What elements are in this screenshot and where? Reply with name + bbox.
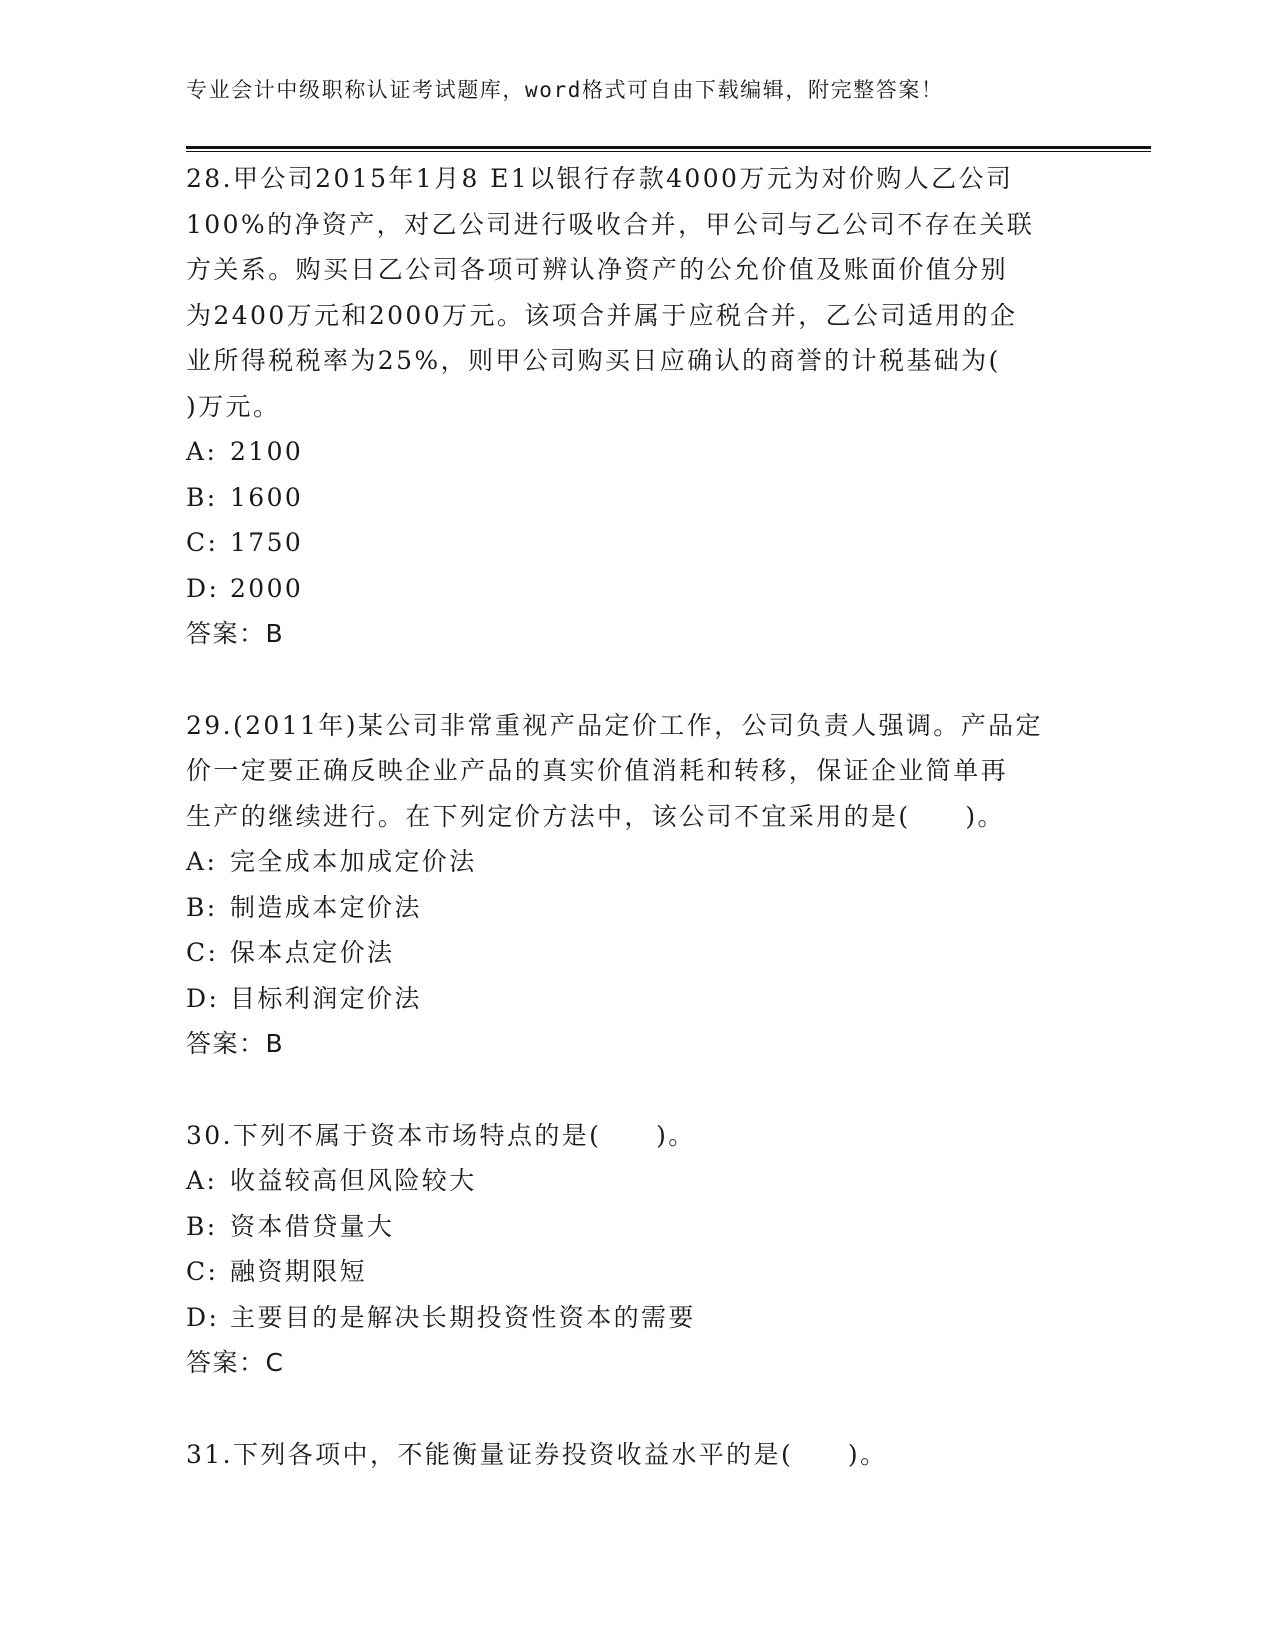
option-text: 保本点定价法 [230,938,395,967]
option-c [186,1249,1086,1295]
option-text: 融资期限短 [230,1257,368,1286]
question-31 [186,1432,1086,1478]
option-letter: B: [186,1211,218,1241]
page-header: 专业会计中级职称认证考试题库，word格式可自由下载编辑，附完整答案！ [186,78,944,102]
question-text-line: 业所得税税率为25%，则甲公司购买日应确认的商誉的计税基础为( [186,346,1001,375]
option-a [186,1158,1086,1204]
answer-line: 答案：B [186,619,285,648]
option-c [186,520,1086,566]
option-letter: C: [186,1257,219,1286]
answer-line: 答案：B [186,1029,285,1058]
question-text-line: 价一定要正确反映企业产品的真实价值消耗和转移，保证企业简单再 [186,756,1009,785]
option-letter: A: [186,1166,218,1195]
question-30 [186,1113,1086,1386]
spacer [186,1386,1086,1432]
option-text: 2000 [230,573,304,603]
question-text-line: 方关系。购买日乙公司各项可辨认净资产的公允价值及账面价值分别 [186,255,1009,284]
option-d [186,1295,1086,1341]
option-b [186,1204,1086,1250]
spacer [186,657,1086,703]
question-list [186,156,1086,1477]
option-letter: A: [186,847,218,876]
option-letter: C: [186,528,219,557]
option-letter: B: [186,482,218,512]
header-rule-thick [186,146,1151,149]
option-a [186,429,1086,475]
question-text-line: 30.下列不属于资本市场特点的是( )。 [186,1120,696,1150]
option-text: 1600 [230,482,304,512]
question-text-line: 100%的净资产，对乙公司进行吸收合并，甲公司与乙公司不存在关联 [186,209,1035,239]
option-c [186,930,1086,976]
question-text-line: 为2400万元和2000万元。该项合并属于应税合并，乙公司适用的企 [186,300,1018,330]
question-text-line: 31.下列各项中，不能衡量证券投资收益水平的是( )。 [186,1439,888,1469]
option-b [186,885,1086,931]
option-letter: D: [186,983,220,1013]
option-letter: D: [186,573,220,603]
option-text: 主要目的是解决长期投资性资本的需要 [230,1302,696,1332]
option-letter: B: [186,892,218,922]
option-text: 完全成本加成定价法 [230,847,477,876]
option-d [186,566,1086,612]
option-text: 1750 [230,528,304,557]
header-rule-thin [186,151,1151,152]
option-d [186,976,1086,1022]
option-letter: A: [186,437,218,466]
option-letter: D: [186,1302,220,1332]
spacer [186,1067,1086,1113]
option-a [186,839,1086,885]
question-text-line: )万元。 [186,391,281,421]
question-text-line: 28.甲公司2015年1月8 E1以银行存款4000万元为对价购人乙公司 [186,164,1014,193]
option-text: 2100 [230,437,304,466]
question-29 [186,703,1086,1067]
option-text: 目标利润定价法 [230,983,422,1013]
question-28 [186,156,1086,657]
question-text-line: 29.(2011年)某公司非常重视产品定价工作，公司负责人强调。产品定 [186,710,1043,740]
option-text: 收益较高但风险较大 [230,1166,477,1195]
question-text-line: 生产的继续进行。在下列定价方法中，该公司不宜采用的是( )。 [186,801,1005,831]
answer-line: 答案：C [186,1348,285,1377]
option-b [186,475,1086,521]
option-text: 资本借贷量大 [230,1211,395,1241]
option-letter: C: [186,938,219,967]
option-text: 制造成本定价法 [230,892,422,922]
